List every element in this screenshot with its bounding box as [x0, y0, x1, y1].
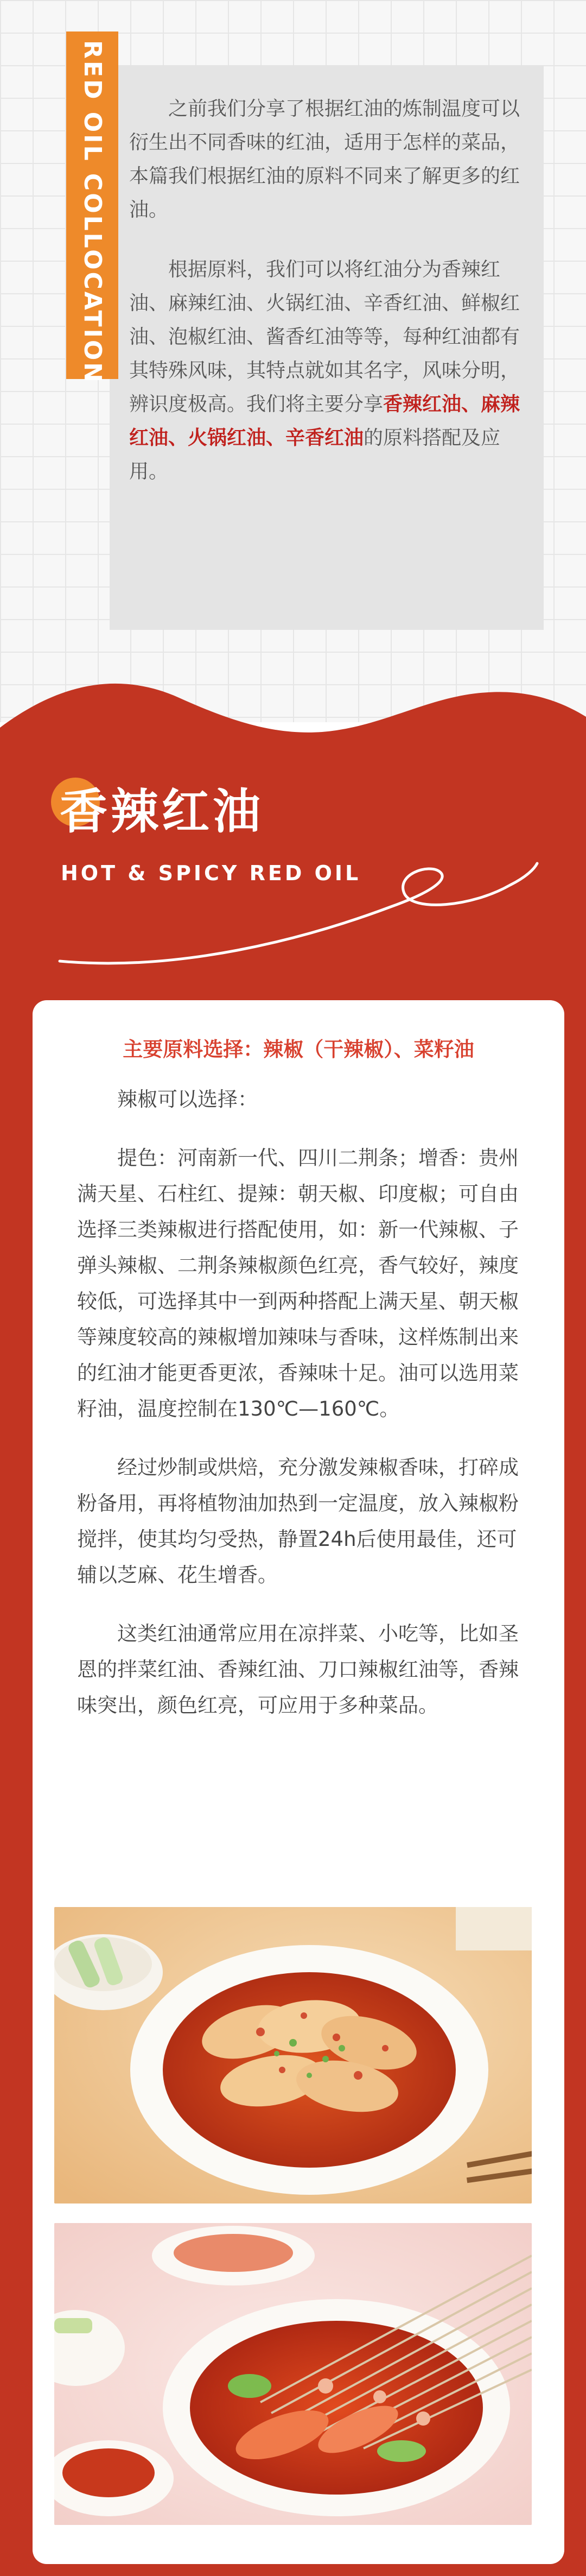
intro-paragraph-2-text: 根据原料，我们可以将红油分为香辣红油、麻辣红油、火锅红油、辛香红油、鲜椒红油、泡椒红油、酱香红油等等，每种红油都有其特殊风味，其特点就如其名字，风味分明，辨识度极高。我们将主要分享: [129, 258, 520, 415]
card-body: [77, 1082, 533, 1746]
intro-paragraph-2: [129, 253, 536, 489]
food-photo-1-illustration: [54, 1907, 532, 2204]
card-paragraph-1: 辣椒可以选择：: [117, 1088, 258, 1111]
card-paragraph-4: 这类红油通常应用在凉拌菜、小吃等，比如圣恩的拌菜红油、香辣红油、刀口辣椒红油等，香辣味突出，颜色红亮，可应用于多种菜品。: [77, 1622, 519, 1717]
food-photo-1: [54, 1907, 532, 2204]
side-tag: [66, 31, 118, 385]
section-title: 香辣红油: [60, 784, 264, 839]
card-paragraph-2: 提色：河南新一代、四川二荆条；增香：贵州满天星、石柱红、提辣：朝天椒、印度椒；可自由选择三类辣椒进行搭配使用，如：新一代辣椒、子弹头辣椒、二荆条辣椒颜色红亮，香气较好，辣度较低，可选择其中一到两种搭配上满天星、朝天椒等辣度较高的辣椒增加辣味与香味，这样炼制出来的红油才能更香更浓，香辣味十足。油可以选用菜籽油，温度控制在130℃—160℃。: [77, 1146, 519, 1420]
section-subtitle: HOT & SPICY RED OIL: [61, 861, 361, 885]
intro-highlight: 香辣红油、麻辣红油、火锅红油、辛香红油: [129, 393, 520, 449]
card-heading: 主要原料选择：辣椒（干辣椒）、菜籽油: [123, 1038, 474, 1061]
decorative-swirl: [0, 847, 586, 988]
card-paragraph-3: 经过炒制或烘焙，充分激发辣椒香味，打碎成粉备用，再将植物油加热到一定温度，放入辣椒粉搅拌，使其均匀受热，静置24h后使用最佳，还可辅以芝麻、花生增香。: [77, 1456, 519, 1587]
food-photo-2: [54, 2223, 532, 2525]
intro-paragraph-2-tail: 的原料搭配及应用。: [129, 427, 501, 483]
side-tag-text: RED OIL COLLOCATION: [79, 40, 106, 385]
intro-paragraph-1: 之前我们分享了根据红油的炼制温度可以衍生出不同香味的红油，适用于怎样的菜品，本篇我们根据红油的原料不同来了解更多的红油。: [129, 98, 520, 221]
food-photo-2-illustration: [54, 2223, 532, 2525]
intro-text: [129, 92, 536, 515]
